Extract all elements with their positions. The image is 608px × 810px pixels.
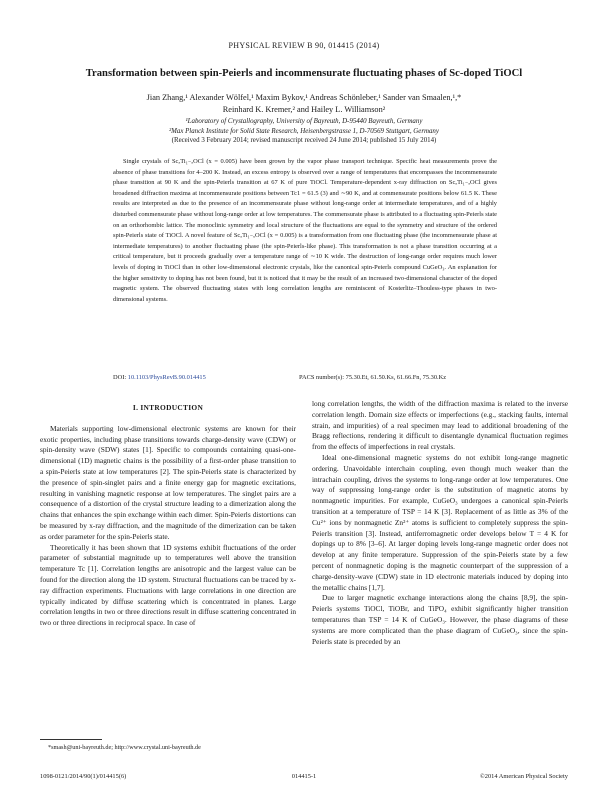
body-paragraph: Due to larger magnetic exchange interactions along the chains [8,9], the spin-Peierls systems TiOCl, TiOBr, and TiPO₄ exhibit significantly higher transition temperatures than TSP = 14 K of CuGeO₃. However, the phase diagrams of these systems are more complicated than the phase diagram of CuGeO₃, since the spin-Peierls state is preceded by an	[312, 593, 568, 646]
pacs-numbers: PACS number(s): 75.30.Et, 61.50.Ks, 61.66.Fn, 75.30.Kz	[299, 374, 447, 381]
body-paragraph: Ideal one-dimensional magnetic systems do not exhibit long-range magnetic ordering. Unavoidable interchain coupling, even though much weaker than the intrachain coupling, drives the systems to long-range order at low temperatures. One way of suppressing long-range order is the substitution of magnetic atoms by nonmagnetic impurities. For example, CuGeO₃ undergoes a canonical spin-Peierls transition at a temperature of TSP = 14 K [3]. Replacement of as little as 3% of the Cu²⁺ ions by nonmagnetic Zn²⁺ atoms is sufficient to completely suppress the spin-Peierls transition [3]. Instead, antiferromagnetic order develops below T = 4 K for dopings up to 8% [3–6]. At larger doping levels long-range magnetic order does not develop at any finite temperature. Suppression of the spin-Peierls state by a few percent of nonmagnetic doping is the magnetic counterpart of the suppression of a charge-density-wave (CDW) state in 1D electronic materials induced by doping into the metallic chains [1,7].	[312, 452, 568, 592]
abstract	[113, 157, 497, 305]
footer-copyright: ©2014 American Physical Society	[479, 773, 568, 780]
doi-label: DOI:	[113, 374, 127, 381]
authors-line-1: Jian Zhang,¹ Alexander Wölfel,¹ Maxim Bykov,¹ Andreas Schönleber,¹ Sander van Smaalen,¹,*	[146, 93, 462, 102]
corresponding-author-footnote[interactable]: *smash@uni-bayreuth.de; http://www.crystal.uni-bayreuth.de	[48, 744, 201, 751]
footnote-rule	[40, 739, 102, 740]
body-paragraph: Theoretically it has been shown that 1D systems exhibit fluctuations of the order parameter of substantial magnitude up to temperatures well above the transition temperature Tc [1]. Correlation lengths are anisotropic and the largest value can be found for the direction along the 1D system. Structural fluctuations can be traced by x-ray diffraction experiments. Fluctuations with large correlations in one direction are typically indicated by diffuse scattering which is concentrated in planes. Large correlation lengths in two or three directions result in diffuse scattering concentrated in two or three directions in reciprocal space. In case of	[40, 542, 296, 628]
affiliation-1: ¹Laboratory of Crystallography, University of Bayreuth, D-95440 Bayreuth, Germany	[185, 118, 423, 125]
affiliations	[60, 117, 548, 137]
body-paragraph: Materials supporting low-dimensional electronic systems are known for their exotic properties, including phase transitions towards charge-density wave (CDW) or spin-density wave (SDW) states [1]. Specific to compounds containing quasi-one-dimensional (1D) magnetic chains is the possibility of a first-order phase transition to a spin-Peierls state at low temperatures [2]. The spin-Peierls state is characterized by the presence of spin-singlet pairs and a finite energy gap for magnetic excitations, resulting in vanishing magnetic response at low temperatures. The singlet pairs are a consequence of a distortion of the crystal structure leading to a dimerization along the chains that enhances the spin exchange within each dimer. Spin-Peierls distortions can be measured by x-ray diffraction, and the magnitude of the dimerization can be taken as order parameter for the spin-Peierls state.	[40, 423, 296, 541]
authors-line-2: Reinhard K. Kremer,² and Hailey L. Williamson²	[222, 104, 386, 114]
doi-link[interactable]: 10.1103/PhysRevB.90.014415	[127, 374, 206, 381]
footer-issn: 1098-0121/2014/90(1)/014415(6)	[40, 773, 127, 780]
running-head: PHYSICAL REVIEW B 90, 014415 (2014)	[228, 41, 380, 50]
author-list	[70, 92, 538, 115]
paper-title: Transformation between spin-Peierls and incommensurate fluctuating phases of Sc-doped TiOCl	[85, 68, 523, 79]
footer-page-number: 014415-1	[291, 773, 317, 780]
doi-pacs-line	[113, 374, 497, 381]
affiliation-2: ²Max Planck Institute for Solid State Research, Heisenbergstrasse 1, D-70569 Stuttgart, Germany	[169, 128, 439, 136]
section-heading-introduction: I. INTRODUCTION	[132, 403, 204, 412]
body-paragraph: long correlation lengths, the width of the diffraction maxima is related to the inverse correlation length. Domain size effects or imperfections (e.g., stacking faults, internal strain, and impurities) of a real specimen may lead to additional broadening of the Bragg reflections, rendering it difficult to disentangle dynamical fluctuation regimes from the effects of imperfections in real crystals.	[312, 399, 568, 452]
received-dates: (Received 3 February 2014; revised manuscript received 24 June 2014; published 15 July 2014)	[171, 137, 437, 144]
right-column	[312, 399, 568, 647]
abstract-text: Single crystals of ScₓTi₁₋ₓOCl (x = 0.005) have been grown by the vapor phase transport technique. Specific heat measurements prove the absence of phase transitions for 4–200 K. Instead, an excess entropy is observed over a range of temperatures that encompasses the incommensurate phase transition at 90 K and the spin-Peierls transition at 67 K of pure TiOCl. Temperature-dependent x-ray diffraction on ScₓTi₁₋ₓOCl gives broadened diffraction maxima at incommensurate positions between Tc1 = 61.5 (3) and ∼90 K, and at commensurate positions below 61.5 K. These results are interpreted as due to the presence of an incommensurate phase without long-range order at intermediate temperatures, and of a highly disturbed commensurate phase without long-range order at low temperatures. The commensurate phase is attributed to a fluctuating spin-Peierls state on an orthorhombic lattice. The monoclinic symmetry and local structure of the fluctuations are equal to the symmetry and structure of the ordered spin-Peierls state of TiOCl. A novel feature of ScₓTi₁₋ₓOCl (x = 0.005) is a transformation from one fluctuating phase (the incommensurate phase at intermediate temperatures) to another fluctuating phase (the spin-Peierls-like phase). This transformation is not a phase transition occurring at a critical temperature, but it proceeds gradually over a temperature range of ∼10 K wide. The destruction of long-range order requires much lower levels of doping in TiOCl than in other low-dimensional electronic crystals, like the canonical spin-Peierls compound CuGeO₃. An explanation for the higher sensitivity to doping has not been found, but it is noticed that it may be the result of an increased two-dimensional character of the doped magnetic system. The observed fluctuating states with long correlation lengths are reminiscent of Kosterlitz–Thouless-type phases in two-dimensional systems.	[113, 158, 497, 303]
left-column	[40, 399, 296, 629]
